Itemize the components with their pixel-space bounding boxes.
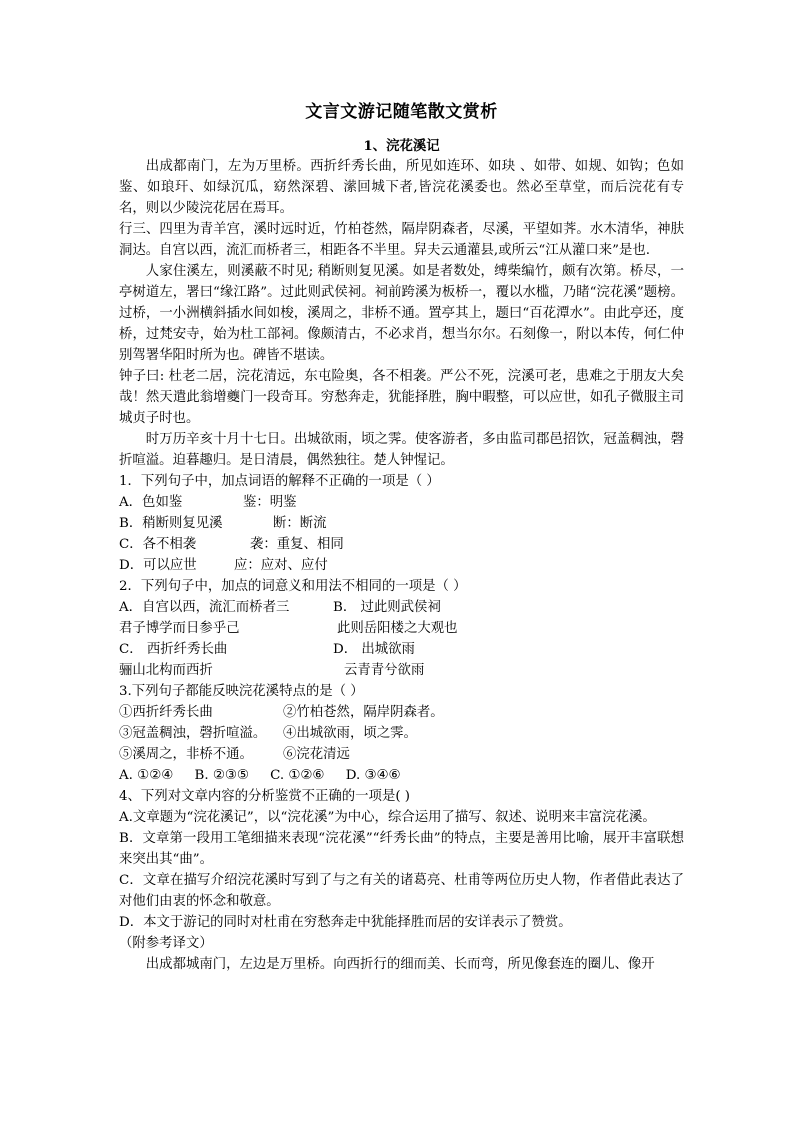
question-4-stem: 4、下列对文章内容的分析鉴赏不正确的一项是( ) bbox=[119, 789, 411, 804]
option-sentence: A．色如鉴 bbox=[119, 495, 183, 510]
option-explanation: 应：应对、应付 bbox=[234, 558, 328, 573]
option-sentence: B．稍断则复见溪 bbox=[119, 516, 223, 531]
question-2-row bbox=[119, 639, 684, 660]
passage-paragraph-4: 钟子曰: 杜老二居，浣花清远，东屯险奥，各不相袭。严公不死，浣溪可老，患难之于朋友大矣哉！然天遣此翁增夔门一段奇耳。穷愁奔走，犹能择胜，胸中暇整，可以应世，如孔子微服主司城贞子时也。 bbox=[119, 369, 684, 426]
option-explanation: 断：断流 bbox=[273, 516, 327, 531]
document-title: 文言文游记随笔散文赏析 bbox=[305, 102, 498, 122]
question-1-option bbox=[119, 492, 684, 513]
question-3-row bbox=[119, 702, 684, 723]
question-4-option-b: B．文章第一段用工笔细描来表现“浣花溪”“纤秀长曲”的特点，主要是善用比喻，展开丰富联想来突出其“曲”。 bbox=[119, 831, 684, 867]
question-3-answers: A. ①②④ B. ②③⑤ C. ①②⑥ D. ③④⑥ bbox=[119, 768, 401, 783]
option-explanation: 鉴：明鉴 bbox=[243, 495, 297, 510]
question-3-row bbox=[119, 744, 684, 765]
option-sentence: C．各不相袭 bbox=[119, 537, 197, 552]
question-4-option-c: C．文章在描写介绍浣花溪时写到了与之有关的诸葛亮、杜甫等两位历史人物，作者借此表达了对他们由衷的怀念和敬意。 bbox=[119, 873, 684, 909]
option-left: ⑤溪周之，非桥不通。 bbox=[119, 747, 253, 762]
question-4-option-d: D．本文于游记的同时对杜甫在穷愁奔走中犹能择胜而居的安详表示了赞赏。 bbox=[119, 915, 572, 930]
option-right: 云青青兮欲雨 bbox=[344, 663, 425, 678]
question-1-option bbox=[119, 555, 684, 576]
question-2-row bbox=[119, 597, 684, 618]
option-right: ②竹柏苍然，隔岸阴森者。 bbox=[283, 705, 444, 720]
question-2-row bbox=[119, 618, 684, 639]
option-right: 此则岳阳楼之大观也 bbox=[337, 621, 458, 636]
question-1-stem: 1．下列句子中，加点词语的解释不正确的一项是（ ） bbox=[119, 474, 440, 489]
option-right: ④出城欲雨，顷之霁。 bbox=[283, 726, 417, 741]
section-title: 1、浣花溪记 bbox=[363, 138, 440, 154]
question-2-stem: 2．下列句子中，加点的词意义和用法不相同的一项是（ ） bbox=[119, 579, 467, 594]
translation-paragraph: 出成都城南门，左边是万里桥。向西折行的细而美、长而弯，所见像套连的圈儿、像开 bbox=[145, 957, 655, 972]
question-3-row bbox=[119, 723, 684, 744]
translation-label: （附参考译文） bbox=[119, 936, 213, 951]
passage-paragraph-1: 出成都南门，左为万里桥。西折纤秀长曲，所见如连环、如玦 、如带、如规、如钩；色如鉴、如琅玕、如绿沉瓜，窈然深碧、潆回城下者,皆浣花溪委也。然必至草堂，而后浣花有专名，则以少陵浣花居在焉耳。 bbox=[119, 159, 684, 216]
option-right: D． 出城欲雨 bbox=[333, 642, 415, 657]
option-left: 骊山北构而西折 bbox=[119, 663, 213, 678]
option-explanation: 袭：重复、相同 bbox=[250, 537, 344, 552]
question-4-option-a: A.文章题为“浣花溪记”，以“浣花溪”为中心，综合运用了描写、叙述、说明来丰富浣花溪。 bbox=[119, 810, 656, 825]
option-right: B． 过此则武侯祠 bbox=[333, 600, 441, 615]
passage-paragraph-2: 行三、四里为青羊宫，溪时远时近，竹柏苍然，隔岸阴森者，尽溪，平望如荠。水木清华，神肤洞达。自宫以西，流汇而桥者三，相距各不半里。舁夫云通灌县,或所云“江从灌口来”是也. bbox=[119, 222, 684, 258]
option-left: C． 西折纤秀长曲 bbox=[119, 642, 228, 657]
document-body bbox=[119, 100, 684, 975]
passage-paragraph-3: 人家住溪左，则溪蔽不时见; 稍断则复见溪。如是者数处，缚柴编竹，颇有次第。桥尽，一亭树道左，署曰“缘江路”。过此则武侯祠。祠前跨溪为板桥一，覆以水槛，乃睹“浣花溪”题榜。过桥，一小洲横斜插水间如梭，溪周之，非桥不通。置亭其上，题曰“百花潭水”。由此亭还，度桥，过梵安寺，始为杜工部祠。像颇清古，不必求肖，想当尔尔。石刻像一，附以本传，何仁仲别驾署华阳时所为也。碑皆不堪读。 bbox=[119, 264, 684, 363]
passage-paragraph-5: 时万历辛亥十月十七日。出城欲雨，顷之霁。使客游者，多由监司郡邑招饮，冠盖稠浊，磬折喧溢。迫暮趣归。是日清晨，偶然独往。楚人钟惺记。 bbox=[119, 432, 684, 468]
question-1-option bbox=[119, 534, 684, 555]
option-sentence: D．可以应世 bbox=[119, 558, 197, 573]
option-right: ⑥浣花清远 bbox=[283, 747, 350, 762]
question-1-option bbox=[119, 513, 684, 534]
option-left: 君子博学而日参乎己 bbox=[119, 621, 240, 636]
option-left: A．自宫以西，流汇而桥者三 bbox=[119, 600, 290, 615]
question-2-row bbox=[119, 660, 684, 681]
option-left: ①西折纤秀长曲 bbox=[119, 705, 213, 720]
question-3-stem: 3.下列句子都能反映浣花溪特点的是（ ） bbox=[119, 684, 364, 699]
option-left: ③冠盖稠浊，磬折喧溢。 bbox=[119, 726, 267, 741]
